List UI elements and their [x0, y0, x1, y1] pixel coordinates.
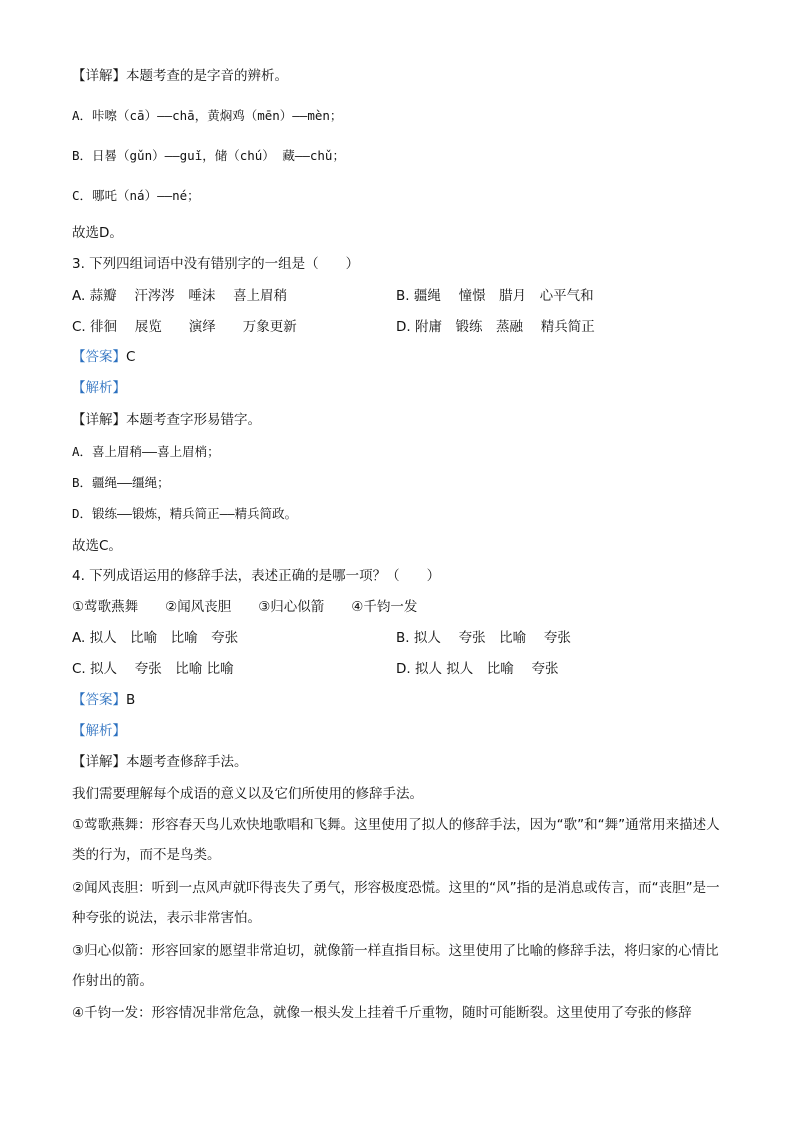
q3-option-b: B. 疆绳 憧憬 腊月 心平气和: [396, 288, 594, 304]
q3-detail: [72, 410, 261, 430]
detail-tag: 【详解】: [72, 412, 126, 428]
q4-analysis-tag: 【解析】: [72, 723, 126, 739]
q3-choice: 故选C。: [72, 538, 122, 554]
detail-text: 本题考查修辞手法。: [126, 754, 248, 770]
q3-answer: [72, 347, 135, 367]
q2-explain-c: C．哪吒（ná）——né；: [72, 188, 200, 203]
q4-stem: 4. 下列成语运用的修辞手法，表述正确的是哪一项？（ ）: [72, 568, 441, 584]
q3-analysis-tag: 【解析】: [72, 380, 126, 396]
detail-text: 本题考查字形易错字。: [126, 412, 261, 428]
q3-option-d: D. 附庸 锻练 蒸融 精兵简正: [396, 319, 595, 335]
q4-intro: 我们需要理解每个成语的意义以及它们所使用的修辞手法。: [72, 786, 423, 802]
q2-explain-b: B．日晷（gǔn）——guǐ，储（chú） 藏——chǔ；: [72, 148, 345, 163]
q3-explain-b: B．疆绳——缰绳；: [72, 475, 170, 490]
q4-option-a: A. 拟人 比喻 比喻 夸张: [72, 630, 239, 646]
q2-detail: [72, 66, 288, 86]
q4-explain-4: ④千钧一发：形容情况非常危急，就像一根头发上挂着千斤重物，随时可能断裂。这里使用了夸张的修辞: [72, 1005, 692, 1021]
q4-option-c: C. 拟人 夸张 比喻 比喻: [72, 661, 234, 677]
q4-explain-1: ①莺歌燕舞：形容春天鸟儿欢快地歌唱和飞舞。这里使用了拟人的修辞手法，因为“歌”和“舞”通常用来描述人类的行为，而不是鸟类。: [72, 817, 720, 863]
q4-detail: [72, 752, 248, 772]
q3-explain-d: D．锻练——锻炼，精兵简正——精兵简政。: [72, 506, 298, 521]
q4-option-d: D. 拟人 拟人 比喻 夸张: [396, 661, 559, 677]
answer-tag: 【答案】: [72, 692, 126, 708]
q3-option-c: C. 徘徊 展览 演绎 万象更新: [72, 319, 297, 335]
detail-tag: 【详解】: [72, 68, 126, 84]
q3-stem: 3. 下列四组词语中没有错别字的一组是（ ）: [72, 256, 360, 272]
q2-explain-a: A．咔嚓（cā）——chā，黄焖鸡（mēn）——mèn；: [72, 108, 343, 123]
answer-value: B: [126, 692, 136, 708]
q4-explain-3: ③归心似箭：形容回家的愿望非常迫切，就像箭一样直指目标。这里使用了比喻的修辞手法，将归家的心情比作射出的箭。: [72, 943, 719, 989]
q4-idioms: ①莺歌燕舞 ②闻风丧胆 ③归心似箭 ④千钧一发: [72, 599, 418, 615]
detail-text: 本题考查的是字音的辨析。: [126, 68, 288, 84]
q3-explain-a: A．喜上眉稍——喜上眉梢；: [72, 444, 220, 459]
answer-tag: 【答案】: [72, 349, 126, 365]
q2-choice: 故选D。: [72, 225, 123, 241]
detail-tag: 【详解】: [72, 754, 126, 770]
q4-answer: [72, 690, 135, 710]
answer-value: C: [126, 349, 136, 365]
q4-option-b: B. 拟人 夸张 比喻 夸张: [396, 630, 571, 646]
q4-explain-2: ②闻风丧胆：听到一点风声就吓得丧失了勇气，形容极度恐慌。这里的“风”指的是消息或传言，而“丧胆”是一种夸张的说法，表示非常害怕。: [72, 880, 720, 926]
q3-option-a: A. 蒜瓣 汗涔涔 唾沫 喜上眉稍: [72, 288, 288, 304]
